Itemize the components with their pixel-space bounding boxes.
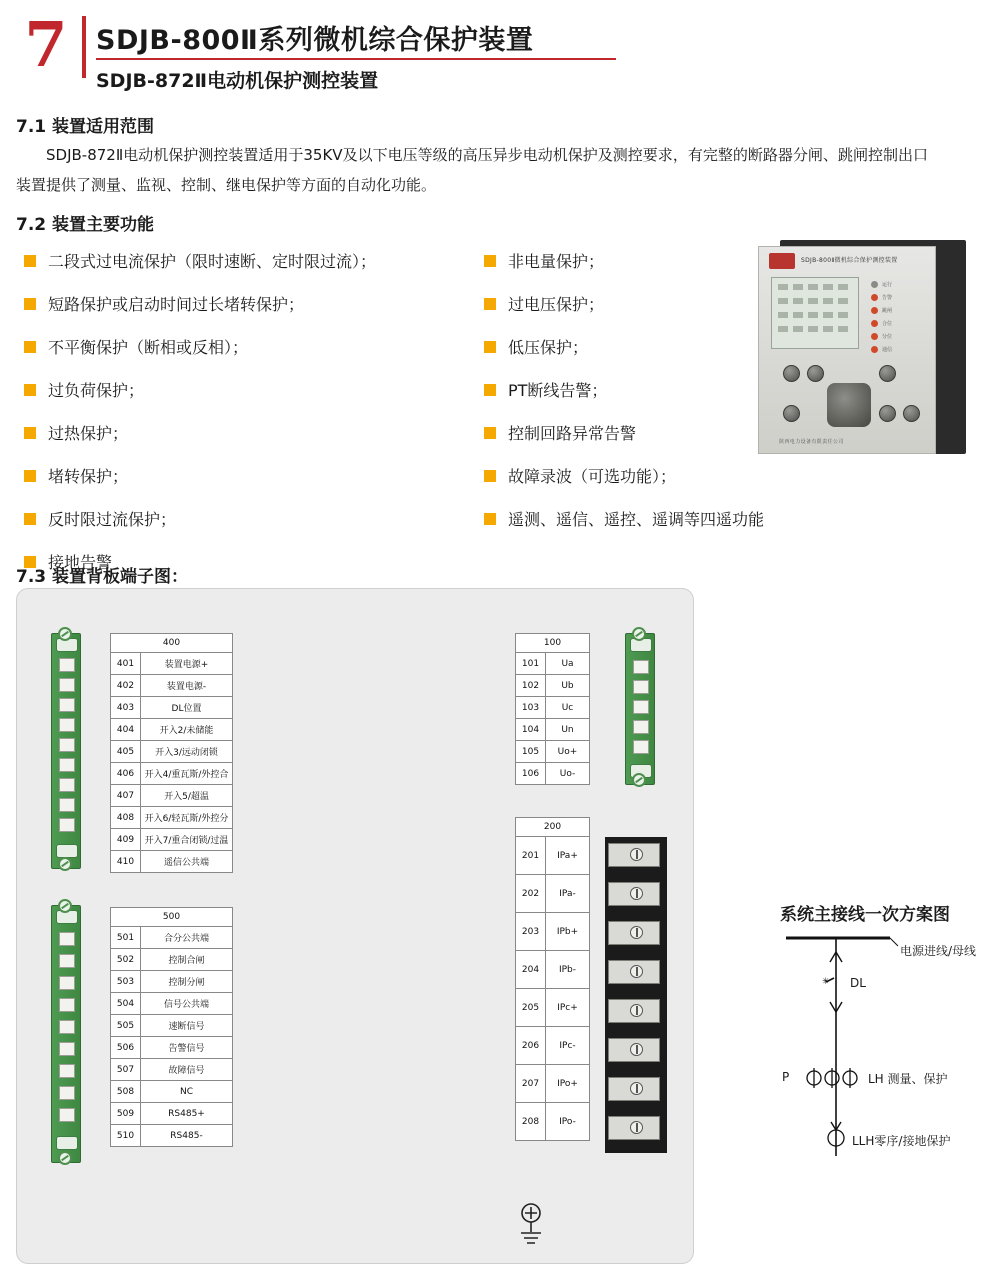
table-row: 407 开入5/超温 (111, 785, 233, 807)
bullet-square-icon (24, 341, 36, 353)
table-row: 102 Ub (516, 675, 590, 697)
bullet-square-icon (24, 470, 36, 482)
feature-label: 不平衡保护（断相或反相）； (48, 338, 249, 357)
section-7-2-title: 7.2 装置主要功能 (16, 215, 155, 235)
device-front-panel (758, 246, 936, 454)
terminal-table-200 (515, 817, 590, 1141)
feature-label: 控制回路异常告警 (508, 424, 637, 443)
table-row: 208 IPo- (516, 1103, 590, 1141)
terminal-table-100 (515, 633, 590, 785)
one-line-schematic (740, 926, 990, 1196)
screw-icon (58, 857, 72, 871)
feature-label: 过电压保护； (508, 295, 605, 314)
table-row: 409 开入7/重合闭锁/过温 (111, 829, 233, 851)
section-7-1-title: 7.1 装置适用范围 (16, 117, 155, 137)
list-item (24, 369, 454, 412)
table-row: 403 DL位置 (111, 697, 233, 719)
table-row: 202 IPa- (516, 875, 590, 913)
keypad-button[interactable] (879, 405, 896, 422)
feature-label: 过热保护； (48, 424, 129, 443)
feature-label: 接地告警 (48, 553, 113, 572)
list-item (24, 412, 454, 455)
device-keypad (783, 365, 915, 427)
connector-block-100 (625, 633, 655, 785)
features-right-list (484, 240, 764, 541)
table-row: 507 故障信号 (111, 1059, 233, 1081)
device-photo (752, 232, 970, 462)
brand-logo-icon (769, 253, 795, 269)
document-title: SDJB-800Ⅱ系列微机综合保护装置 (96, 25, 534, 56)
label-lh: LH 测量、保护 (868, 1072, 948, 1086)
list-item (24, 283, 454, 326)
table-header: 500 (111, 908, 233, 927)
list-item (484, 498, 764, 541)
table-row: 101 Ua (516, 653, 590, 675)
screw-icon (58, 899, 72, 913)
list-item (484, 283, 764, 326)
screw-icon (630, 1121, 643, 1134)
table-header: 400 (111, 634, 233, 653)
table-row: 405 开入3/远动闭锁 (111, 741, 233, 763)
document-header (18, 8, 678, 92)
table-row: 206 IPc- (516, 1027, 590, 1065)
label-source-line: 电源进线/母线 (900, 944, 977, 958)
table-header: 200 (516, 818, 590, 837)
table-row: 510 RS485- (111, 1125, 233, 1147)
label-p: P (782, 1070, 790, 1084)
header-rule (96, 58, 616, 60)
connector-block-500 (51, 905, 81, 1163)
label-llh: LLH零序/接地保护 (852, 1134, 951, 1148)
screw-icon (630, 1004, 643, 1017)
bullet-square-icon (484, 255, 496, 267)
bullet-square-icon (484, 384, 496, 396)
table-row: 508 NC (111, 1081, 233, 1103)
led-indicator (871, 292, 931, 303)
svg-text:✳: ✳ (822, 977, 830, 987)
bullet-square-icon (484, 513, 496, 525)
led-label: 通信 (882, 347, 893, 353)
list-item (24, 326, 454, 369)
list-item (484, 412, 764, 455)
document-subtitle: SDJB-872Ⅱ电动机保护测控装置 (96, 70, 379, 92)
table-row: 204 IPb- (516, 951, 590, 989)
device-led-panel (871, 279, 931, 357)
screw-icon (630, 887, 643, 900)
table-row: 203 IPb+ (516, 913, 590, 951)
table-row: 106 Uo- (516, 763, 590, 785)
bullet-square-icon (24, 384, 36, 396)
section-7-1-body: SDJB-872Ⅱ电动机保护测控装置适用于35KV及以下电压等级的高压异步电动机保护及测控要求，有完整的断路器分闸、跳闸控制出口装置提供了测量、监视、控制、继电保护等方面的自动化功能。 (16, 146, 928, 194)
list-item (24, 498, 454, 541)
feature-label: 二段式过电流保护（限时速断、定时限过流）； (48, 252, 377, 271)
list-item (24, 455, 454, 498)
table-row: 410 遥信公共端 (111, 851, 233, 873)
one-line-diagram-title: 系统主接线一次方案图 (780, 905, 950, 925)
led-indicator (871, 318, 931, 329)
terminal-table-400 (110, 633, 233, 873)
connector-block-400 (51, 633, 81, 869)
feature-label: 遥测、遥信、遥控、遥调等四遥功能 (508, 510, 765, 529)
table-row: 401 装置电源+ (111, 653, 233, 675)
table-row: 205 IPc+ (516, 989, 590, 1027)
label-dl: DL (850, 976, 866, 990)
bullet-square-icon (24, 255, 36, 267)
table-row: 404 开入2/未储能 (111, 719, 233, 741)
led-indicator (871, 305, 931, 316)
lcd-content (778, 284, 852, 342)
features-left-list (24, 240, 454, 584)
feature-label: 短路保护或启动时间过长堵转保护； (48, 295, 305, 314)
chapter-number: 7 (24, 8, 68, 81)
device-footer-label: 陕西电力设备有限责任公司 (779, 439, 844, 445)
feature-label: 低压保护； (508, 338, 589, 357)
screw-icon (630, 1043, 643, 1056)
table-row: 406 开入4/重瓦斯/外控合 (111, 763, 233, 785)
list-item (484, 455, 764, 498)
keypad-button[interactable] (879, 365, 896, 382)
led-indicator (871, 279, 931, 290)
bullet-square-icon (24, 298, 36, 310)
screw-icon (58, 627, 72, 641)
bullet-square-icon (484, 298, 496, 310)
table-row: 509 RS485+ (111, 1103, 233, 1125)
keypad-button[interactable] (783, 365, 800, 382)
led-label: 运行 (882, 282, 893, 288)
bullet-square-icon (484, 427, 496, 439)
list-item (484, 240, 764, 283)
led-indicator (871, 344, 931, 355)
table-row: 506 告警信号 (111, 1037, 233, 1059)
table-row: 503 控制分闸 (111, 971, 233, 993)
feature-label: 故障录波（可选功能）； (508, 467, 677, 486)
screw-icon (630, 965, 643, 978)
list-item (24, 240, 454, 283)
device-model-label: SDJB-800Ⅱ微机综合保护测控装置 (801, 257, 898, 264)
feature-label: 非电量保护； (508, 252, 605, 271)
feature-label: 反时限过流保护； (48, 510, 177, 529)
table-row: 104 Un (516, 719, 590, 741)
keypad-button[interactable] (783, 405, 800, 422)
led-indicator (871, 331, 931, 342)
ground-terminal-icon (509, 1199, 553, 1251)
table-row: 408 开入6/轻瓦斯/外控分 (111, 807, 233, 829)
backplane-terminal-diagram (16, 588, 694, 1264)
screw-icon (630, 926, 643, 939)
one-line-diagram (740, 900, 990, 1200)
keypad-button[interactable] (807, 365, 824, 382)
feature-label: 堵转保护； (48, 467, 129, 486)
list-item (484, 326, 764, 369)
terminal-table-500 (110, 907, 233, 1147)
screw-icon (58, 1151, 72, 1165)
navigation-pad[interactable] (827, 383, 871, 427)
bullet-square-icon (24, 513, 36, 525)
led-label: 告警 (882, 295, 893, 301)
screw-icon (632, 773, 646, 787)
table-row: 402 装置电源- (111, 675, 233, 697)
table-row: 501 合分公共端 (111, 927, 233, 949)
led-label: 跳闸 (882, 308, 893, 314)
header-divider-bar (82, 16, 86, 78)
table-row: 502 控制合闸 (111, 949, 233, 971)
table-row: 505 速断信号 (111, 1015, 233, 1037)
feature-label: PT断线告警； (508, 381, 608, 400)
bullet-square-icon (24, 427, 36, 439)
led-label: 分位 (882, 334, 893, 340)
table-row: 207 IPo+ (516, 1065, 590, 1103)
led-label: 合位 (882, 321, 893, 327)
table-row: 504 信号公共端 (111, 993, 233, 1015)
screw-icon (630, 1082, 643, 1095)
screw-icon (630, 848, 643, 861)
table-header: 100 (516, 634, 590, 653)
table-row: 103 Uc (516, 697, 590, 719)
keypad-button[interactable] (903, 405, 920, 422)
list-item (484, 369, 764, 412)
bullet-square-icon (484, 470, 496, 482)
bullet-square-icon (484, 341, 496, 353)
feature-label: 过负荷保护； (48, 381, 145, 400)
screw-icon (632, 627, 646, 641)
device-lcd-screen (771, 277, 859, 349)
ct-terminal-block (605, 837, 667, 1153)
table-row: 105 Uo+ (516, 741, 590, 763)
section-7-3-title: 7.3 装置背板端子图： (16, 567, 189, 587)
table-row: 201 IPa+ (516, 837, 590, 875)
